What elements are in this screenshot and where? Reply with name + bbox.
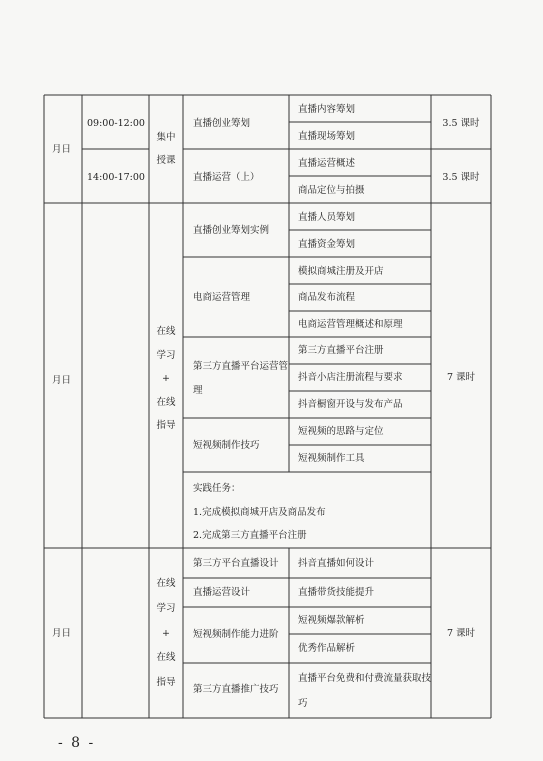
block1-mode-line1: 集中	[156, 132, 176, 143]
block1-topic: 直播内容筹划	[298, 104, 356, 115]
block3-mode-line: 指导	[156, 677, 176, 688]
block3-mode-line: 在线	[156, 652, 176, 663]
block1-topic: 商品定位与拍摄	[298, 185, 365, 196]
block3-hours: 7 课时	[446, 628, 476, 639]
block3-topic: 直播平台免费和付费流量获取技	[298, 673, 432, 684]
block2-date: 月日	[52, 375, 72, 386]
block2-mode-line: +	[162, 373, 170, 384]
block1-time-pm: 14:00-17:00	[87, 172, 145, 183]
block2-topic: 抖音橱窗开设与发布产品	[298, 399, 403, 410]
block3-topic: 巧	[298, 698, 308, 709]
block2-hours: 7 课时	[446, 372, 476, 383]
block2-topic: 抖音小店注册流程与要求	[298, 372, 403, 383]
block2-topic: 商品发布流程	[298, 292, 356, 303]
block2-module-name: 短视频制作技巧	[193, 440, 260, 451]
page-number: - 8 -	[58, 735, 96, 751]
block1-date: 月日	[52, 144, 72, 155]
block3-module-name: 第三方直播推广技巧	[193, 684, 279, 695]
block3-mode-line: 学习	[156, 603, 176, 614]
block2-topic: 模拟商城注册及开店	[298, 266, 384, 277]
practice-item: 1.完成模拟商城开店及商品发布	[193, 507, 326, 518]
block2-module-name: 第三方直播平台运营管	[193, 361, 289, 372]
block2-mode-line: 学习	[156, 350, 176, 361]
block1-module-name: 直播创业筹划	[193, 118, 251, 129]
block1-module-name: 直播运营（上）	[193, 172, 260, 183]
practice-item: 2.完成第三方直播平台注册	[193, 530, 307, 541]
block2-topic: 短视频的思路与定位	[298, 426, 384, 437]
block3-module-name: 短视频制作能力进阶	[193, 629, 279, 640]
block3-date: 月日	[52, 628, 72, 639]
block2-topic: 第三方直播平台注册	[298, 345, 384, 356]
block1-topic: 直播运营概述	[298, 158, 356, 169]
block2-module-name: 直播创业筹划实例	[193, 225, 270, 236]
block1-hours: 3.5 课时	[442, 118, 480, 129]
block1-mode-line2: 授课	[156, 155, 176, 166]
block2-topic: 直播人员筹划	[298, 212, 356, 223]
block3-topic: 优秀作品解析	[298, 643, 356, 654]
block2-mode-line: 指导	[156, 420, 176, 431]
block1-topic: 直播现场筹划	[298, 131, 356, 142]
block2-module-name: 理	[193, 385, 203, 396]
block3-module-name: 第三方平台直播设计	[193, 558, 279, 569]
block3-mode-line: 在线	[156, 578, 176, 589]
block2-mode-line: 在线	[156, 326, 176, 337]
block3-module-name: 直播运营设计	[193, 587, 251, 598]
block3-mode-line: +	[162, 628, 170, 639]
block3-topic: 直播带货技能提升	[298, 587, 375, 598]
practice-title: 实践任务：	[193, 483, 241, 494]
block2-mode-line: 在线	[156, 397, 176, 408]
block1-time-am: 09:00-12:00	[87, 118, 145, 129]
block1-hours: 3.5 课时	[442, 172, 480, 183]
block2-module-name: 电商运营管理	[193, 292, 251, 303]
block2-topic: 短视频制作工具	[298, 453, 365, 464]
block3-topic: 抖音直播如何设计	[298, 558, 375, 569]
block3-topic: 短视频爆款解析	[298, 615, 365, 626]
block2-topic: 电商运营管理概述和原理	[298, 319, 403, 330]
block2-topic: 直播资金筹划	[298, 239, 356, 250]
